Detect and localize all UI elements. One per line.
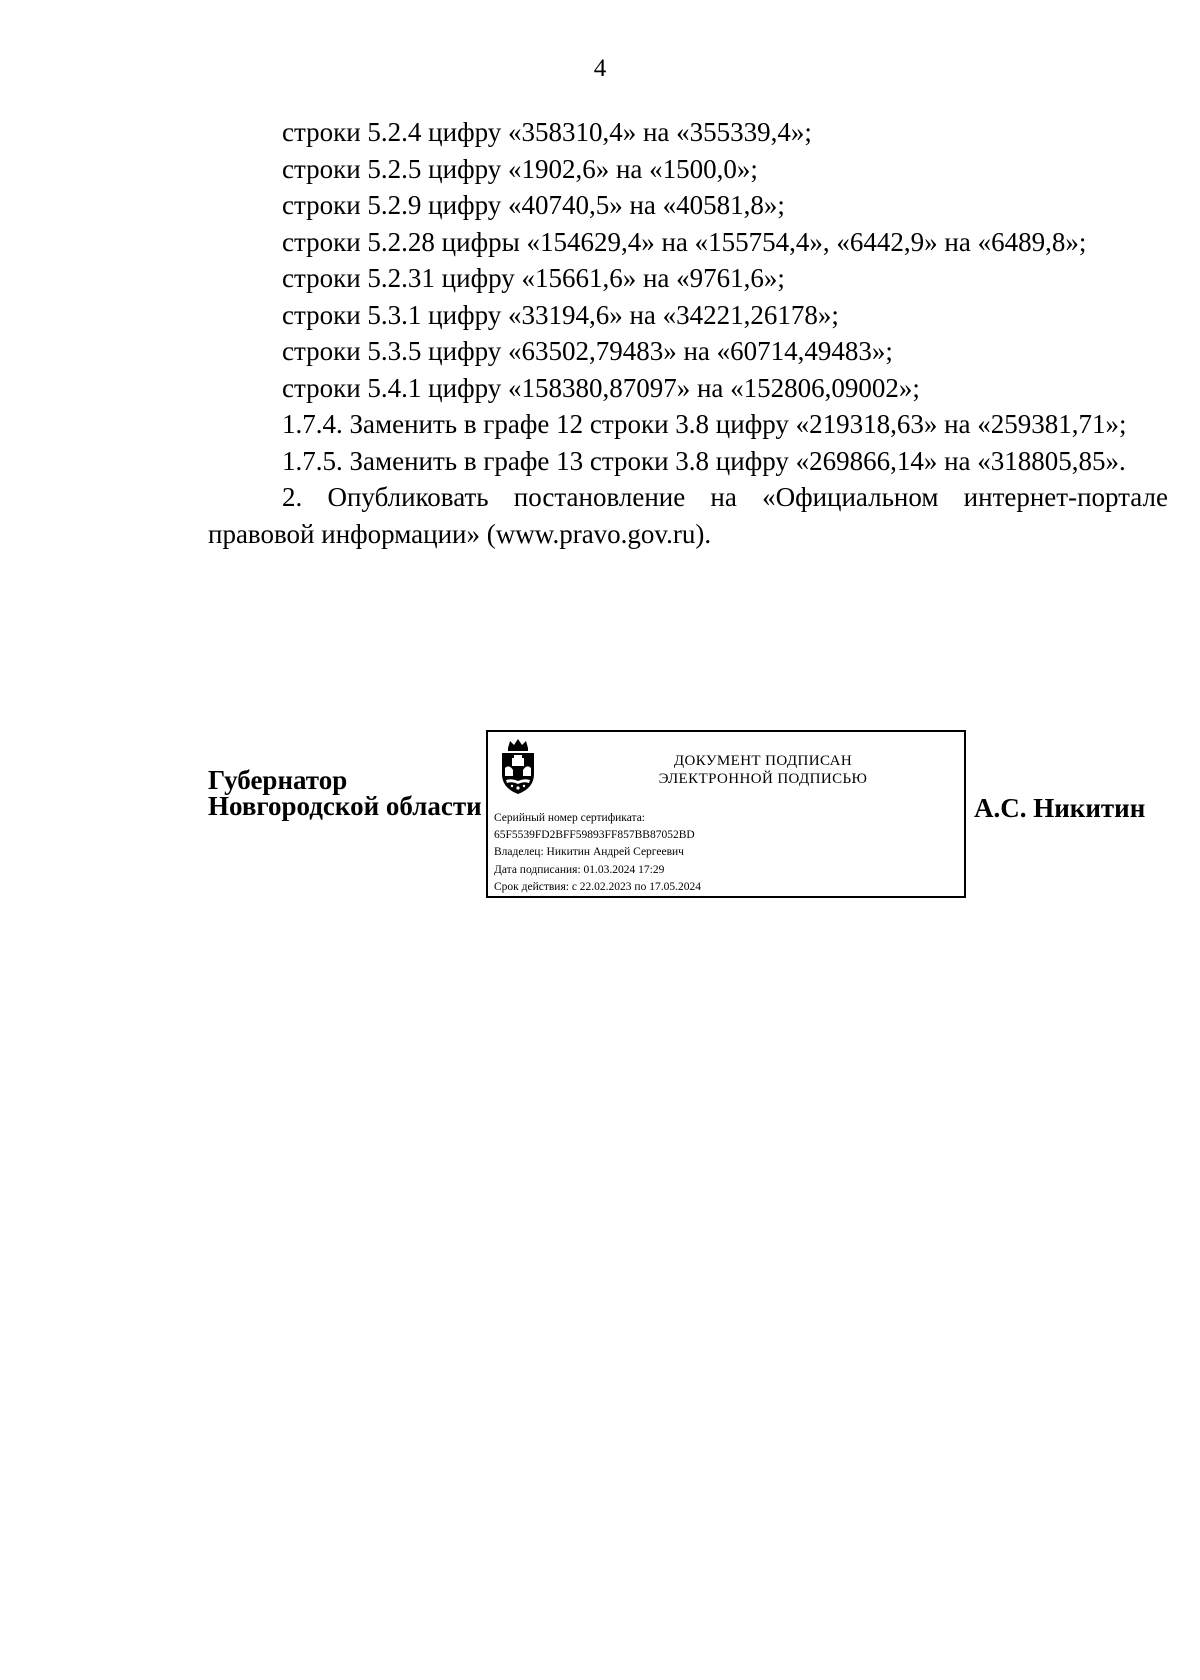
amendment-line: строки 5.2.31 цифру «15661,6» на «9761,6»; xyxy=(282,263,785,293)
page-number: 4 xyxy=(593,55,607,82)
certificate-owner: Владелец: Никитин Андрей Сергеевич xyxy=(494,846,684,859)
amendment-line: строки 5.4.1 цифру «158380,87097» на «152806,09002»; xyxy=(282,372,920,403)
paragraph-1-7-5: 1.7.5. Заменить в графе 13 строки 3.8 цифру «269866,14» на «318805,85». xyxy=(282,445,1126,476)
document-body xyxy=(208,114,1168,552)
certificate-label: Серийный номер сертификата: xyxy=(494,812,645,824)
signing-date: Дата подписания: 01.03.2024 17:29 xyxy=(494,863,665,876)
position-title: Губернатор xyxy=(208,765,348,795)
paragraph-1-7-4: 1.7.4. Заменить в графе 12 строки 3.8 цифру «219318,63» на «259381,71»; xyxy=(282,409,1127,439)
certificate-validity: Срок действия: с 22.02.2023 по 17.05.2024 xyxy=(494,880,701,893)
stamp-header-line2: ЭЛЕКТРОННОЙ ПОДПИСЬЮ xyxy=(658,771,868,787)
position-region: Новгородской области xyxy=(208,791,482,821)
e-signature-stamp xyxy=(486,730,966,898)
amendment-line: строки 5.2.9 цифру «40740,5» на «40581,8»; xyxy=(282,190,785,220)
amendment-line: строки 5.2.5 цифру «1902,6» на «1500,0»; xyxy=(282,153,758,184)
amendment-line: строки 5.2.28 цифры «154629,4» на «155754,4», «6442,9» на «6489,8»; xyxy=(282,226,1087,257)
amendment-line: строки 5.3.5 цифру «63502,79483» на «60714,49483»; xyxy=(282,336,893,366)
amendment-line: строки 5.2.4 цифру «358310,4» на «355339,4»; xyxy=(282,117,812,147)
paragraph-2-publish: 2. Опубликовать постановление на «Официальном интернет-портале правовой информации» (www.pravo.gov.ru). xyxy=(208,482,1168,549)
certificate-details xyxy=(494,810,701,896)
signatory-name: А.С. Никитин xyxy=(974,793,1146,823)
amendment-line: строки 5.3.1 цифру «33194,6» на «34221,26178»; xyxy=(282,299,839,330)
signatory-position xyxy=(208,767,482,819)
stamp-header xyxy=(568,752,958,788)
stamp-header-line1: ДОКУМЕНТ ПОДПИСАН xyxy=(673,753,853,769)
certificate-serial: 65F5539FD2BFF59893FF857BB87052BD xyxy=(494,829,695,842)
coat-of-arms-icon xyxy=(496,738,540,796)
